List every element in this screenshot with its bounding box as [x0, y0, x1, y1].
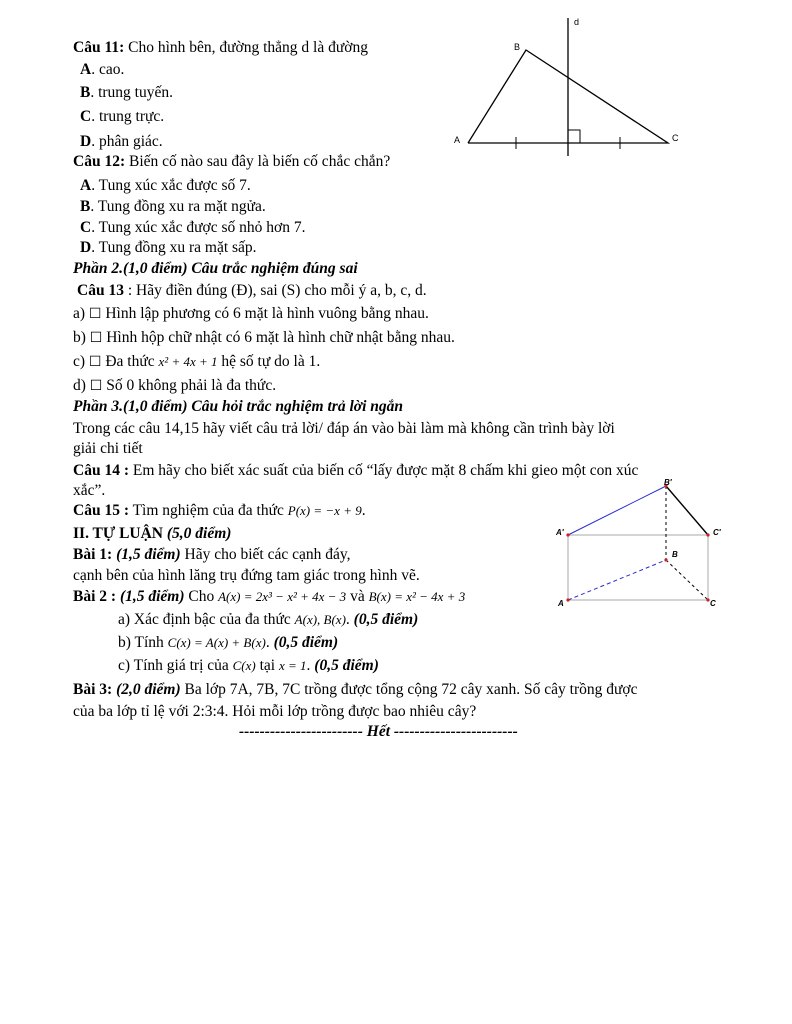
q15-question: Câu 15 : Tìm nghiệm của đa thức P(x) = −x + 9. [73, 502, 366, 519]
label-a1: A′ [556, 528, 564, 537]
prism-figure [550, 478, 740, 613]
label-c1: C′ [713, 528, 721, 537]
bai2-question: Bài 2 : (1,5 điểm) Cho A(x) = 2x³ − x² + 4x − 3 và B(x) = x² − 4x + 3 [73, 588, 466, 605]
q12-text: Biến cố nào sau đây là biến cố chắc chắn? [125, 153, 391, 170]
part3-instruction: Trong các câu 14,15 hãy viết câu trả lời/ đáp án vào bài làm mà không cần trình bày lời [73, 420, 615, 437]
q15-label: Câu 15 : [73, 502, 129, 519]
q11-option-d: D. phân giác. [80, 133, 163, 150]
edge-bc [666, 560, 708, 600]
label-c: C [710, 599, 716, 608]
edge-a1b1 [568, 486, 666, 535]
q11-option-b: B. trung tuyến. [80, 84, 173, 101]
right-angle-mark [568, 130, 580, 143]
formula: A(x) = 2x³ − x² + 4x − 3 [218, 589, 347, 604]
label-a: A [558, 599, 564, 608]
q14-label: Câu 14 : [73, 462, 129, 479]
formula: C(x) = A(x) + B(x) [167, 635, 266, 650]
q12-option-c: C. Tung xúc xắc được số nhỏ hơn 7. [80, 219, 306, 236]
q13-item-a: a) ☐ Hình lập phương có 6 mặt là hình vuông bằng nhau. [73, 305, 429, 322]
part3-title: Phần 3.(1,0 điểm) Câu hỏi trắc nghiệm trả lời ngắn [73, 398, 403, 415]
q14-question: Câu 14 : Em hãy cho biết xác suất của biến cố “lấy được mặt 8 chấm khi gieo một con xúc [73, 462, 639, 479]
label-c: C [672, 133, 679, 143]
answer-checkbox-a[interactable]: ☐ [88, 306, 102, 322]
bai3-label: Bài 3: [73, 681, 113, 698]
edge-ab [568, 560, 666, 600]
formula: x = 1 [279, 658, 307, 673]
q11-question [73, 39, 368, 57]
bai2-label: Bài 2 : [73, 588, 117, 605]
end-marker: ------------------------ Hết ------------------------ [239, 723, 518, 740]
vertex-points [566, 484, 709, 601]
q13-question: Câu 13 : Hãy điền đúng (Đ), sai (S) cho mỗi ý a, b, c, d. [77, 282, 427, 299]
bai2-part-c: c) Tính giá trị của C(x) tại x = 1. (0,5 điểm) [118, 657, 379, 674]
q13-item-b: b) ☐ Hình hộp chữ nhật có 6 mặt là hình chữ nhật bằng nhau. [73, 329, 455, 346]
q11-text: Cho hình bên, đường thẳng d là đường [124, 39, 368, 56]
part3-instruction-cont: giải chi tiết [73, 440, 143, 457]
formula: C(x) [232, 658, 256, 673]
essay-title: II. TỰ LUẬN (5,0 điểm) [73, 525, 232, 542]
label-a: A [454, 135, 461, 145]
q11-option-a: A. cao. [80, 61, 125, 78]
answer-checkbox-c[interactable]: ☐ [88, 354, 102, 370]
label-b: B [514, 42, 521, 52]
bai1-label: Bài 1: [73, 546, 113, 563]
formula: x² + 4x + 1 [158, 354, 218, 369]
part2-title: Phần 2.(1,0 điểm) Câu trắc nghiệm đúng sai [73, 260, 358, 277]
edge-b1c1 [666, 486, 708, 535]
label-d: d [574, 17, 580, 27]
bai3-question-cont: của ba lớp tỉ lệ với 2:3:4. Hỏi mỗi lớp trồng được bao nhiêu cây? [73, 703, 477, 720]
bai1-question: Bài 1: (1,5 điểm) Hãy cho biết các cạnh đáy, [73, 546, 351, 563]
formula: A(x), B(x) [294, 612, 346, 627]
q11-label: Câu 11: [73, 39, 125, 56]
q13-label: Câu 13 [77, 282, 124, 299]
answer-checkbox-d[interactable]: ☐ [89, 378, 103, 394]
bai2-part-a: a) Xác định bậc của đa thức A(x), B(x). (0,5 điểm) [118, 611, 419, 628]
q12-option-d: D. Tung đồng xu ra mặt sấp. [80, 239, 257, 256]
bai3-question: Bài 3: (2,0 điểm) Ba lớp 7A, 7B, 7C trồng được tổng cộng 72 cây xanh. Số cây trồng được [73, 681, 638, 698]
bai1-question-cont: cạnh bên của hình lăng trụ đứng tam giác trong hình vẽ. [73, 567, 420, 584]
formula: P(x) = −x + 9 [287, 503, 362, 518]
q12-option-b: B. Tung đồng xu ra mặt ngửa. [80, 198, 266, 215]
bai2-part-b: b) Tính C(x) = A(x) + B(x). (0,5 điểm) [118, 634, 339, 651]
q13-item-d: d) ☐ Số 0 không phải là đa thức. [73, 377, 277, 394]
triangle-figure [440, 10, 690, 160]
q11-option-c: C. trung trực. [80, 108, 165, 125]
label-b1: B′ [664, 478, 672, 487]
answer-checkbox-b[interactable]: ☐ [89, 330, 103, 346]
q12-label: Câu 12: [73, 153, 126, 170]
q13-item-c: c) ☐ Đa thức x² + 4x + 1 hệ số tự do là 1. [73, 353, 321, 370]
q14-question-cont: xắc”. [73, 482, 106, 499]
q12-option-a: A. Tung xúc xắc được số 7. [80, 177, 251, 194]
q12-question [73, 153, 390, 171]
formula: B(x) = x² − 4x + 3 [368, 589, 466, 604]
label-b: B [672, 550, 678, 559]
